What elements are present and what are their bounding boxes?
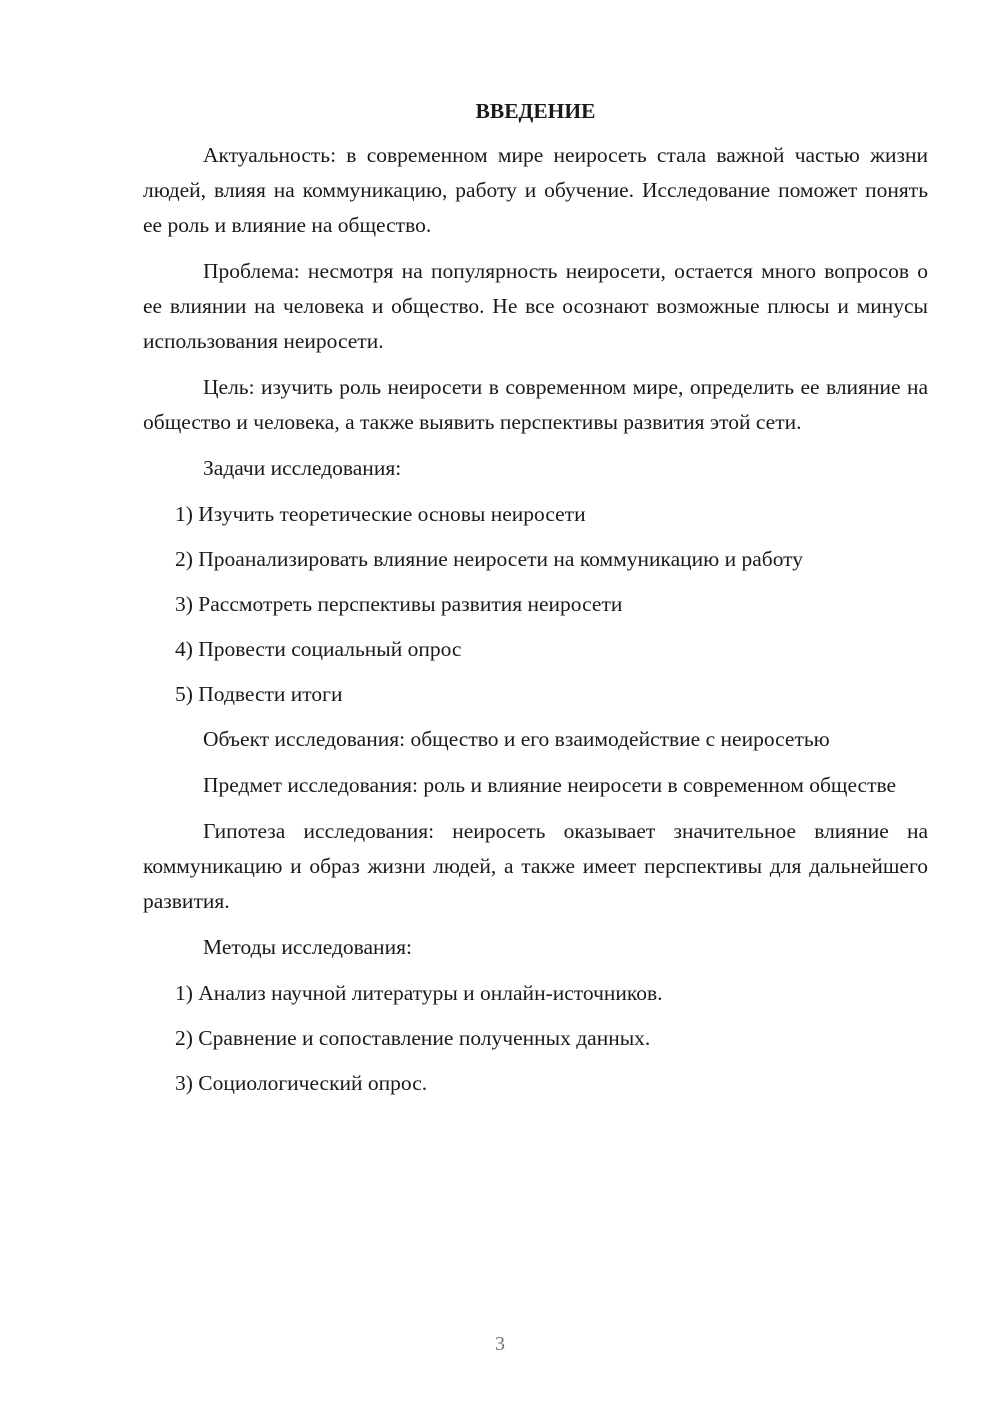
paragraph-object: Объект исследования: общество и его взаимодействие с неиросетью — [203, 727, 830, 751]
list-item-task-3: 3) Рассмотреть перспективы развития неиросети — [175, 592, 623, 616]
list-item-task-4: 4) Провести социальный опрос — [175, 637, 462, 661]
list-item-task-1: 1) Изучить теоретические основы неиросети — [175, 502, 586, 526]
paragraph-goal: Цель: изучить роль неиросети в современном мире, определить ее влияние на общество и человека, а также выявить перспективы развития этой сети. — [143, 375, 928, 434]
paragraph-hypothesis: Гипотеза исследования: неиросеть оказывает значительное влияние на коммуникацию и образ жизни людей, а также имеет перспективы для дальнейшего развития. — [143, 819, 928, 913]
paragraph-tasks-intro: Задачи исследования: — [203, 456, 402, 480]
paragraph-problem: Проблема: несмотря на популярность неиросети, остается много вопросов о ее влиянии на человека и общество. Не все осознают возможные плюсы и минусы использования неиросети. — [143, 259, 928, 353]
page-number: 3 — [495, 1333, 505, 1355]
list-item-method-2: 2) Сравнение и сопоставление полученных данных. — [175, 1026, 651, 1050]
paragraph-methods-intro: Методы исследования: — [203, 935, 412, 959]
list-item-method-3: 3) Социологический опрос. — [175, 1071, 428, 1095]
list-item-method-1: 1) Анализ научной литературы и онлайн-источников. — [175, 981, 663, 1005]
list-item-task-2: 2) Проанализировать влияние неиросети на коммуникацию и работу — [175, 547, 804, 571]
paragraph-relevance: Актуальность: в современном мире неиросеть стала важной частью жизни людей, влияя на коммуникацию, работу и обучение. Исследование поможет понять ее роль и влияние на общество. — [143, 143, 928, 237]
list-item-task-5: 5) Подвести итоги — [175, 682, 343, 706]
paragraph-subject: Предмет исследования: роль и влияние неиросети в современном обществе — [203, 773, 897, 797]
page-content — [143, 96, 928, 1111]
section-heading: ВВЕДЕНИЕ — [475, 99, 596, 123]
